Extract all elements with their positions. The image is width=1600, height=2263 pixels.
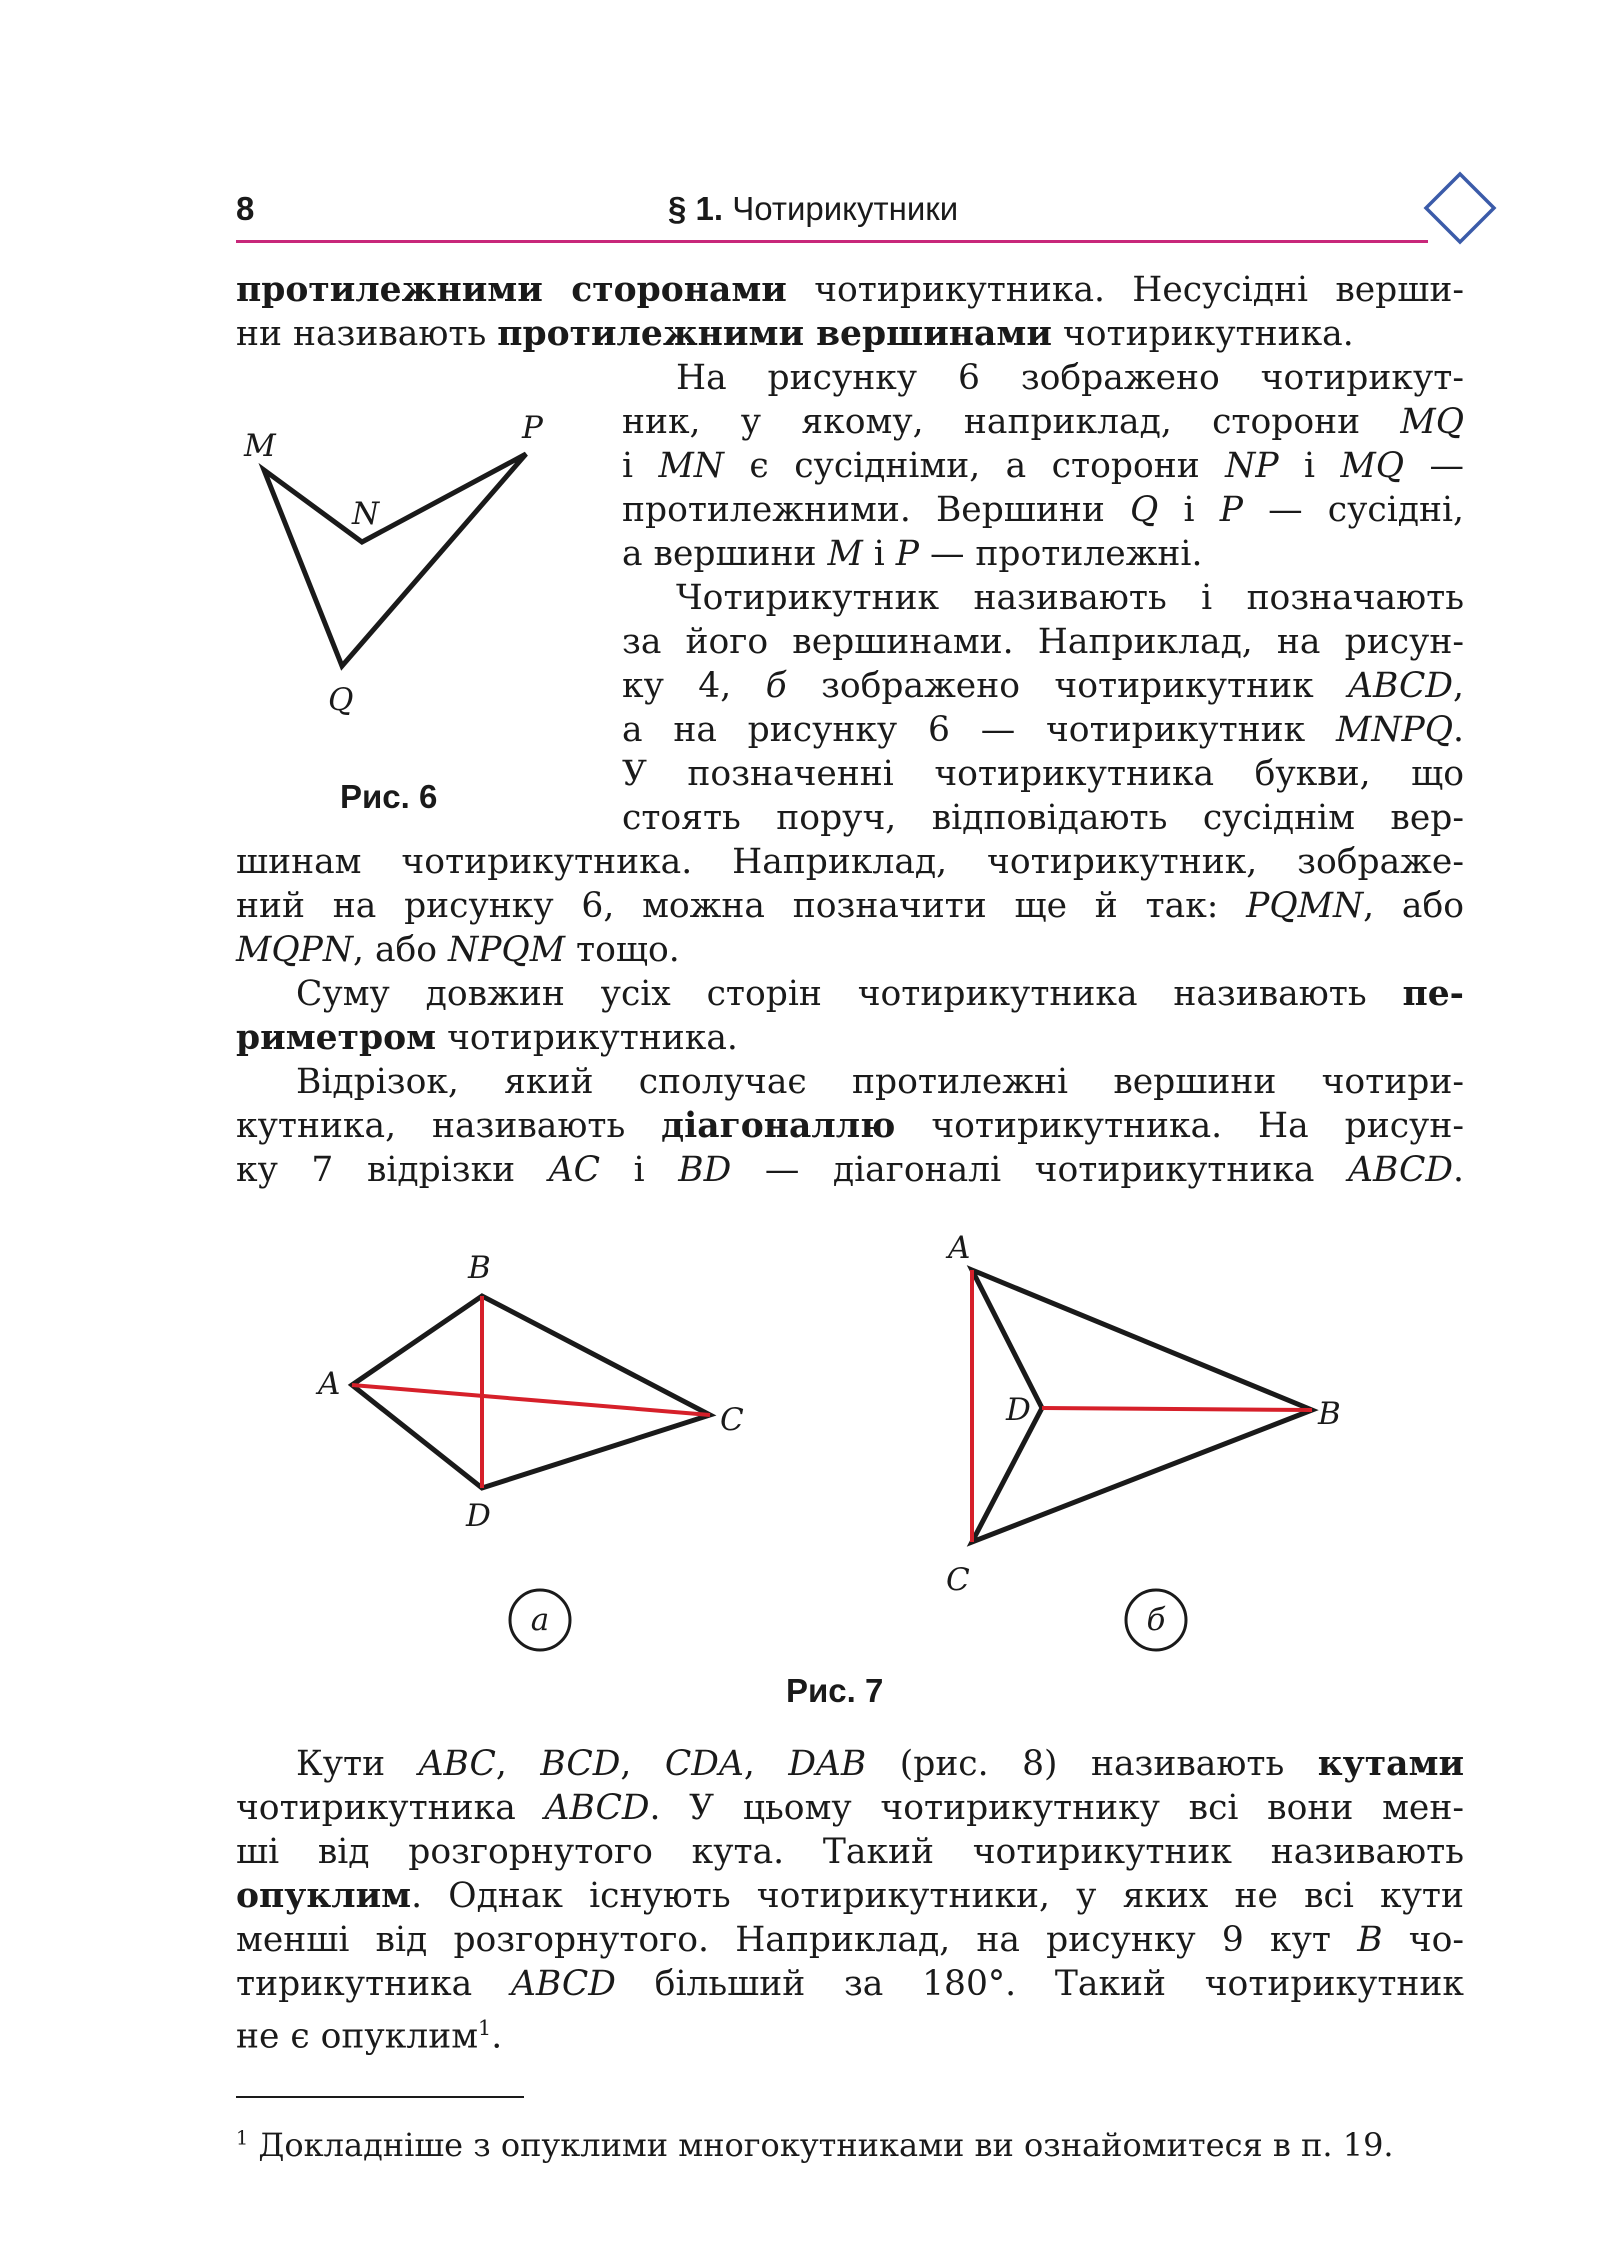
footnote-rule [236, 2096, 524, 2098]
text-line [296, 1060, 1464, 1104]
text-line [296, 972, 1464, 1016]
text-run: є сусідніми, а сторони [724, 446, 1226, 486]
text-run: і [600, 1150, 679, 1190]
text-run: ABCD [510, 1964, 616, 2004]
page-number: 8 [236, 190, 255, 227]
text-run: — діагоналі чотирикутника [731, 1150, 1349, 1190]
text-run: протилежними вершинами [497, 314, 1052, 354]
figure-7-caption: Рис. 7 [786, 1672, 884, 1709]
text-run: і [622, 446, 659, 486]
text-run: і [1158, 490, 1220, 530]
text-run: ABCD [1348, 1150, 1454, 1190]
text-run: ABCD [1348, 666, 1454, 706]
text-run: кутника, називають [236, 1106, 662, 1146]
text-run: , або [353, 930, 449, 970]
diamond-icon [1420, 168, 1500, 248]
text-run: ку 7 відрізки [236, 1150, 549, 1190]
text-line [622, 620, 1464, 664]
text-run: Суму довжин усіх сторін чотирикутника називають [296, 974, 1403, 1014]
text-run: Кути [296, 1744, 419, 1784]
text-run: PQMN [1246, 886, 1364, 926]
text-run: 1 [478, 2016, 492, 2040]
label-q: Q [328, 682, 354, 718]
text-run: протилежними сторонами [236, 270, 787, 310]
text-run: . [1453, 710, 1464, 750]
text-run: ABCD [544, 1788, 650, 1828]
text-run: . [1453, 1150, 1464, 1190]
text-run: чотирикутника [236, 1788, 545, 1828]
text-run: чотирикутника. На рисун- [895, 1106, 1464, 1146]
footnote [236, 2126, 1394, 2164]
section-header [668, 190, 958, 228]
text-run: чотирикутника. Несусідні верши- [786, 270, 1464, 310]
text-run: менші від розгорнутого. Наприклад, на рисунку 9 кут [236, 1920, 1358, 1960]
text-run: стоять поруч, відповідають сусіднім вер- [622, 798, 1464, 838]
text-line [622, 400, 1464, 444]
text-run: діагоналлю [661, 1106, 896, 1146]
label-m: M [244, 428, 276, 464]
text-run: BCD [540, 1744, 621, 1784]
text-line [676, 576, 1464, 620]
label-d: D [466, 1498, 491, 1534]
text-run: не є опуклим [236, 2016, 479, 2057]
text-run: за його вершинами. Наприклад, на рисун- [622, 622, 1464, 662]
text-run: , [620, 1744, 665, 1784]
section-title: Чотирикутники [732, 190, 959, 227]
text-run: ку 4, [622, 666, 766, 706]
text-line [236, 1830, 1464, 1874]
text-line [236, 312, 1464, 356]
text-run: і [862, 534, 896, 574]
text-run: (рис. 8) називають [866, 1744, 1318, 1784]
header-rule [236, 240, 1428, 243]
diagonal-bd [1042, 1408, 1312, 1410]
text-run: пе- [1402, 974, 1464, 1014]
text-run: чотирикутника. [1051, 314, 1354, 354]
text-run: . У цьому чотирикутнику всі вони мен- [649, 1788, 1464, 1828]
text-run: , [1453, 666, 1464, 706]
text-line [236, 1874, 1464, 1918]
text-run: протилежними. Вершини [622, 490, 1131, 530]
quadrilateral-abcd [352, 1296, 710, 1488]
text-run: , [743, 1744, 789, 1784]
text-line [622, 664, 1464, 708]
text-run: BD [678, 1150, 732, 1190]
text-run: — [1404, 446, 1464, 486]
text-line [622, 488, 1464, 532]
text-run: Відрізок, який сполучає протилежні вершини чотири- [296, 1062, 1464, 1102]
text-run: б [765, 666, 787, 706]
figure-6-caption: Рис. 6 [340, 778, 438, 815]
text-line [676, 356, 1464, 400]
text-run: NP [1225, 446, 1279, 486]
text-line [236, 268, 1464, 312]
text-run: — протилежні. [919, 534, 1203, 574]
text-run: Q [1130, 490, 1159, 530]
label-d: D [1006, 1392, 1031, 1428]
label-b: B [468, 1250, 491, 1286]
text-run: Чотирикутник називають і позначають [676, 578, 1464, 618]
text-run: NPQM [448, 930, 566, 970]
text-line [622, 708, 1464, 752]
text-line [622, 532, 1464, 576]
text-line [236, 1148, 1464, 1192]
text-run: — сусідні, [1242, 490, 1464, 530]
footnote-text: Докладніше з опуклими многокутниками ви ознайомитеся в п. 19. [248, 2126, 1394, 2164]
text-run: зображено чотирикутник [786, 666, 1349, 706]
text-run: На рисунку 6 зображено чотирикут- [676, 358, 1464, 398]
text-run: . [491, 2016, 503, 2057]
text-run: кутами [1317, 1744, 1465, 1784]
text-line [236, 1104, 1464, 1148]
text-line [236, 928, 1464, 972]
text-run: ний на рисунку 6, можна позначити ще й так: [236, 886, 1247, 926]
label-p: P [522, 410, 543, 446]
text-run: , або [1363, 886, 1464, 926]
text-run: більший за 180°. Такий чотирикутник [615, 1964, 1464, 2004]
section-sign: § 1. [668, 190, 724, 227]
text-run: ник, у якому, наприклад, сторони [622, 402, 1401, 442]
text-line [236, 1786, 1464, 1830]
text-run: MQ [1340, 446, 1405, 486]
text-run: ни називають [236, 314, 498, 354]
label-a: A [318, 1366, 341, 1402]
text-line [236, 840, 1464, 884]
text-run: CDA [664, 1744, 744, 1784]
text-line [296, 1742, 1464, 1786]
text-run: ші від розгорнутого кута. Такий чотирикутник називають [236, 1832, 1464, 1872]
label-c: C [946, 1562, 970, 1598]
text-run: . Однак існують чотирикутники, у яких не всі кути [411, 1876, 1464, 1916]
text-run: B [1357, 1920, 1383, 1960]
text-run: а на рисунку 6 — чотирикутник [622, 710, 1337, 750]
text-line [236, 1918, 1464, 1962]
text-run: опуклим [236, 1876, 412, 1916]
figure-6 [236, 400, 566, 730]
text-run: DAB [788, 1744, 867, 1784]
text-run: чо- [1382, 1920, 1464, 1960]
text-line [622, 752, 1464, 796]
text-run: шинам чотирикутника. Наприклад, чотирикутник, зображе- [236, 842, 1464, 882]
text-run: риметром [236, 1018, 437, 1058]
figure-7a [300, 1240, 770, 1660]
subfigure-marker-a: а [530, 1602, 550, 1638]
text-line [236, 884, 1464, 928]
text-line [622, 796, 1464, 840]
quadrilateral-mnpq [264, 454, 526, 666]
text-run: MQ [1400, 402, 1464, 442]
text-run: MN [658, 446, 724, 486]
text-run: ABC [418, 1744, 496, 1784]
text-run: тирикутника [236, 1964, 511, 2004]
text-run: AC [548, 1150, 601, 1190]
label-c: C [720, 1402, 744, 1438]
text-line [622, 444, 1464, 488]
text-run: P [895, 534, 919, 574]
text-run: P [1219, 490, 1243, 530]
text-line [236, 1016, 1464, 1060]
label-b: B [1318, 1396, 1341, 1432]
label-a: A [948, 1230, 971, 1266]
text-run: MNPQ [1336, 710, 1454, 750]
text-run: а вершини [622, 534, 828, 574]
text-run: MQPN [236, 930, 354, 970]
text-run: тощо. [565, 930, 680, 970]
text-run: чотирикутника. [436, 1018, 738, 1058]
text-run: і [1278, 446, 1341, 486]
text-run: , [495, 1744, 541, 1784]
text-run: M [827, 534, 863, 574]
label-n: N [352, 496, 380, 532]
subfigure-marker-b: б [1146, 1602, 1166, 1638]
text-line [236, 1962, 1464, 2006]
text-line [236, 2006, 1464, 2057]
footnote-mark: 1 [236, 2126, 249, 2150]
text-run: У позначенні чотирикутника букви, що [622, 754, 1464, 794]
figure-7b [930, 1222, 1370, 1662]
